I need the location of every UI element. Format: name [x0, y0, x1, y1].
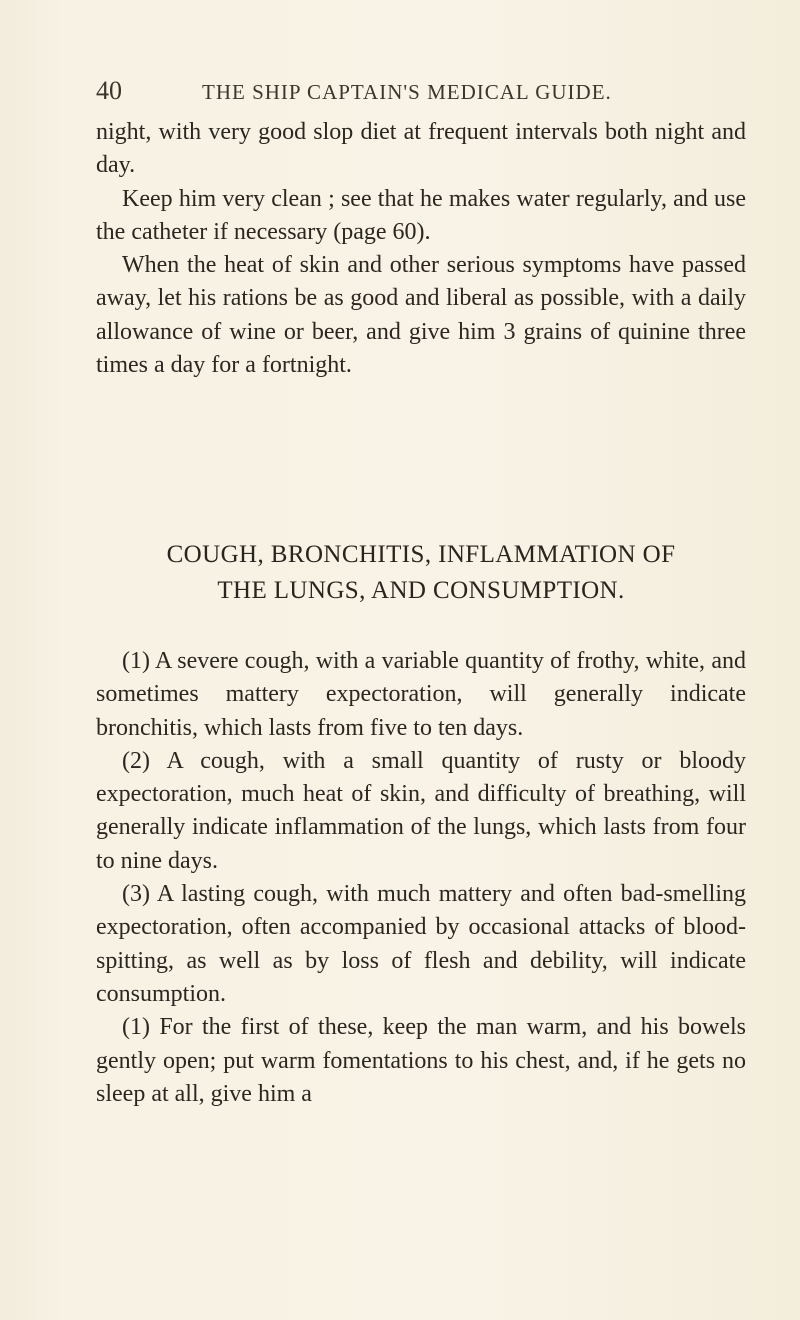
section-heading-line-1: COUGH, BRONCHITIS, INFLAMMATION OF: [166, 541, 676, 568]
running-title: THE SHIP CAPTAIN'S MEDICAL GUIDE.: [202, 80, 612, 104]
body-text-top: [96, 116, 746, 382]
section-heading-line-2: THE LUNGS, AND CONSUMPTION.: [217, 577, 625, 604]
paragraph-treatment: (1) For the first of these, keep the man warm, and his bowels gently open; put warm fomentations to his chest, and, if he gets no sleep at all, give him a: [96, 1014, 746, 1107]
paragraph-inflammation: (2) A cough, with a small quantity of rusty or bloody expectoration, much heat of skin, and difficulty of breathing, will generally indicate inflammation of the lungs, which lasts from four to nine days.: [96, 747, 746, 874]
paragraph-bronchitis: (1) A severe cough, with a variable quantity of frothy, white, and sometimes mattery expectoration, will generally indicate bronchitis, which lasts from five to ten days.: [96, 648, 746, 741]
page-number: 40: [96, 76, 122, 105]
paragraph-recovery: When the heat of skin and other serious symptoms have passed away, let his rations be as good and liberal as possible, with a daily allowance of wine or beer, and give him 3 grains of quinine three times a day for a fortnight.: [96, 252, 746, 379]
section-heading: [96, 537, 746, 609]
paragraph-consumption: (3) A lasting cough, with much mattery and often bad-smelling expectoration, often accompanied by occasional attacks of blood-spitting, as well as by loss of flesh and debility, will indicate consumption.: [96, 881, 746, 1007]
paragraph-continuation: night, with very good slop diet at frequent intervals both night and day.: [96, 119, 746, 179]
running-head: [96, 74, 736, 108]
body-text-bottom: [96, 645, 746, 1111]
paragraph-keep-clean: Keep him very clean ; see that he makes water regularly, and use the catheter if necessary (page 60).: [96, 185, 746, 245]
